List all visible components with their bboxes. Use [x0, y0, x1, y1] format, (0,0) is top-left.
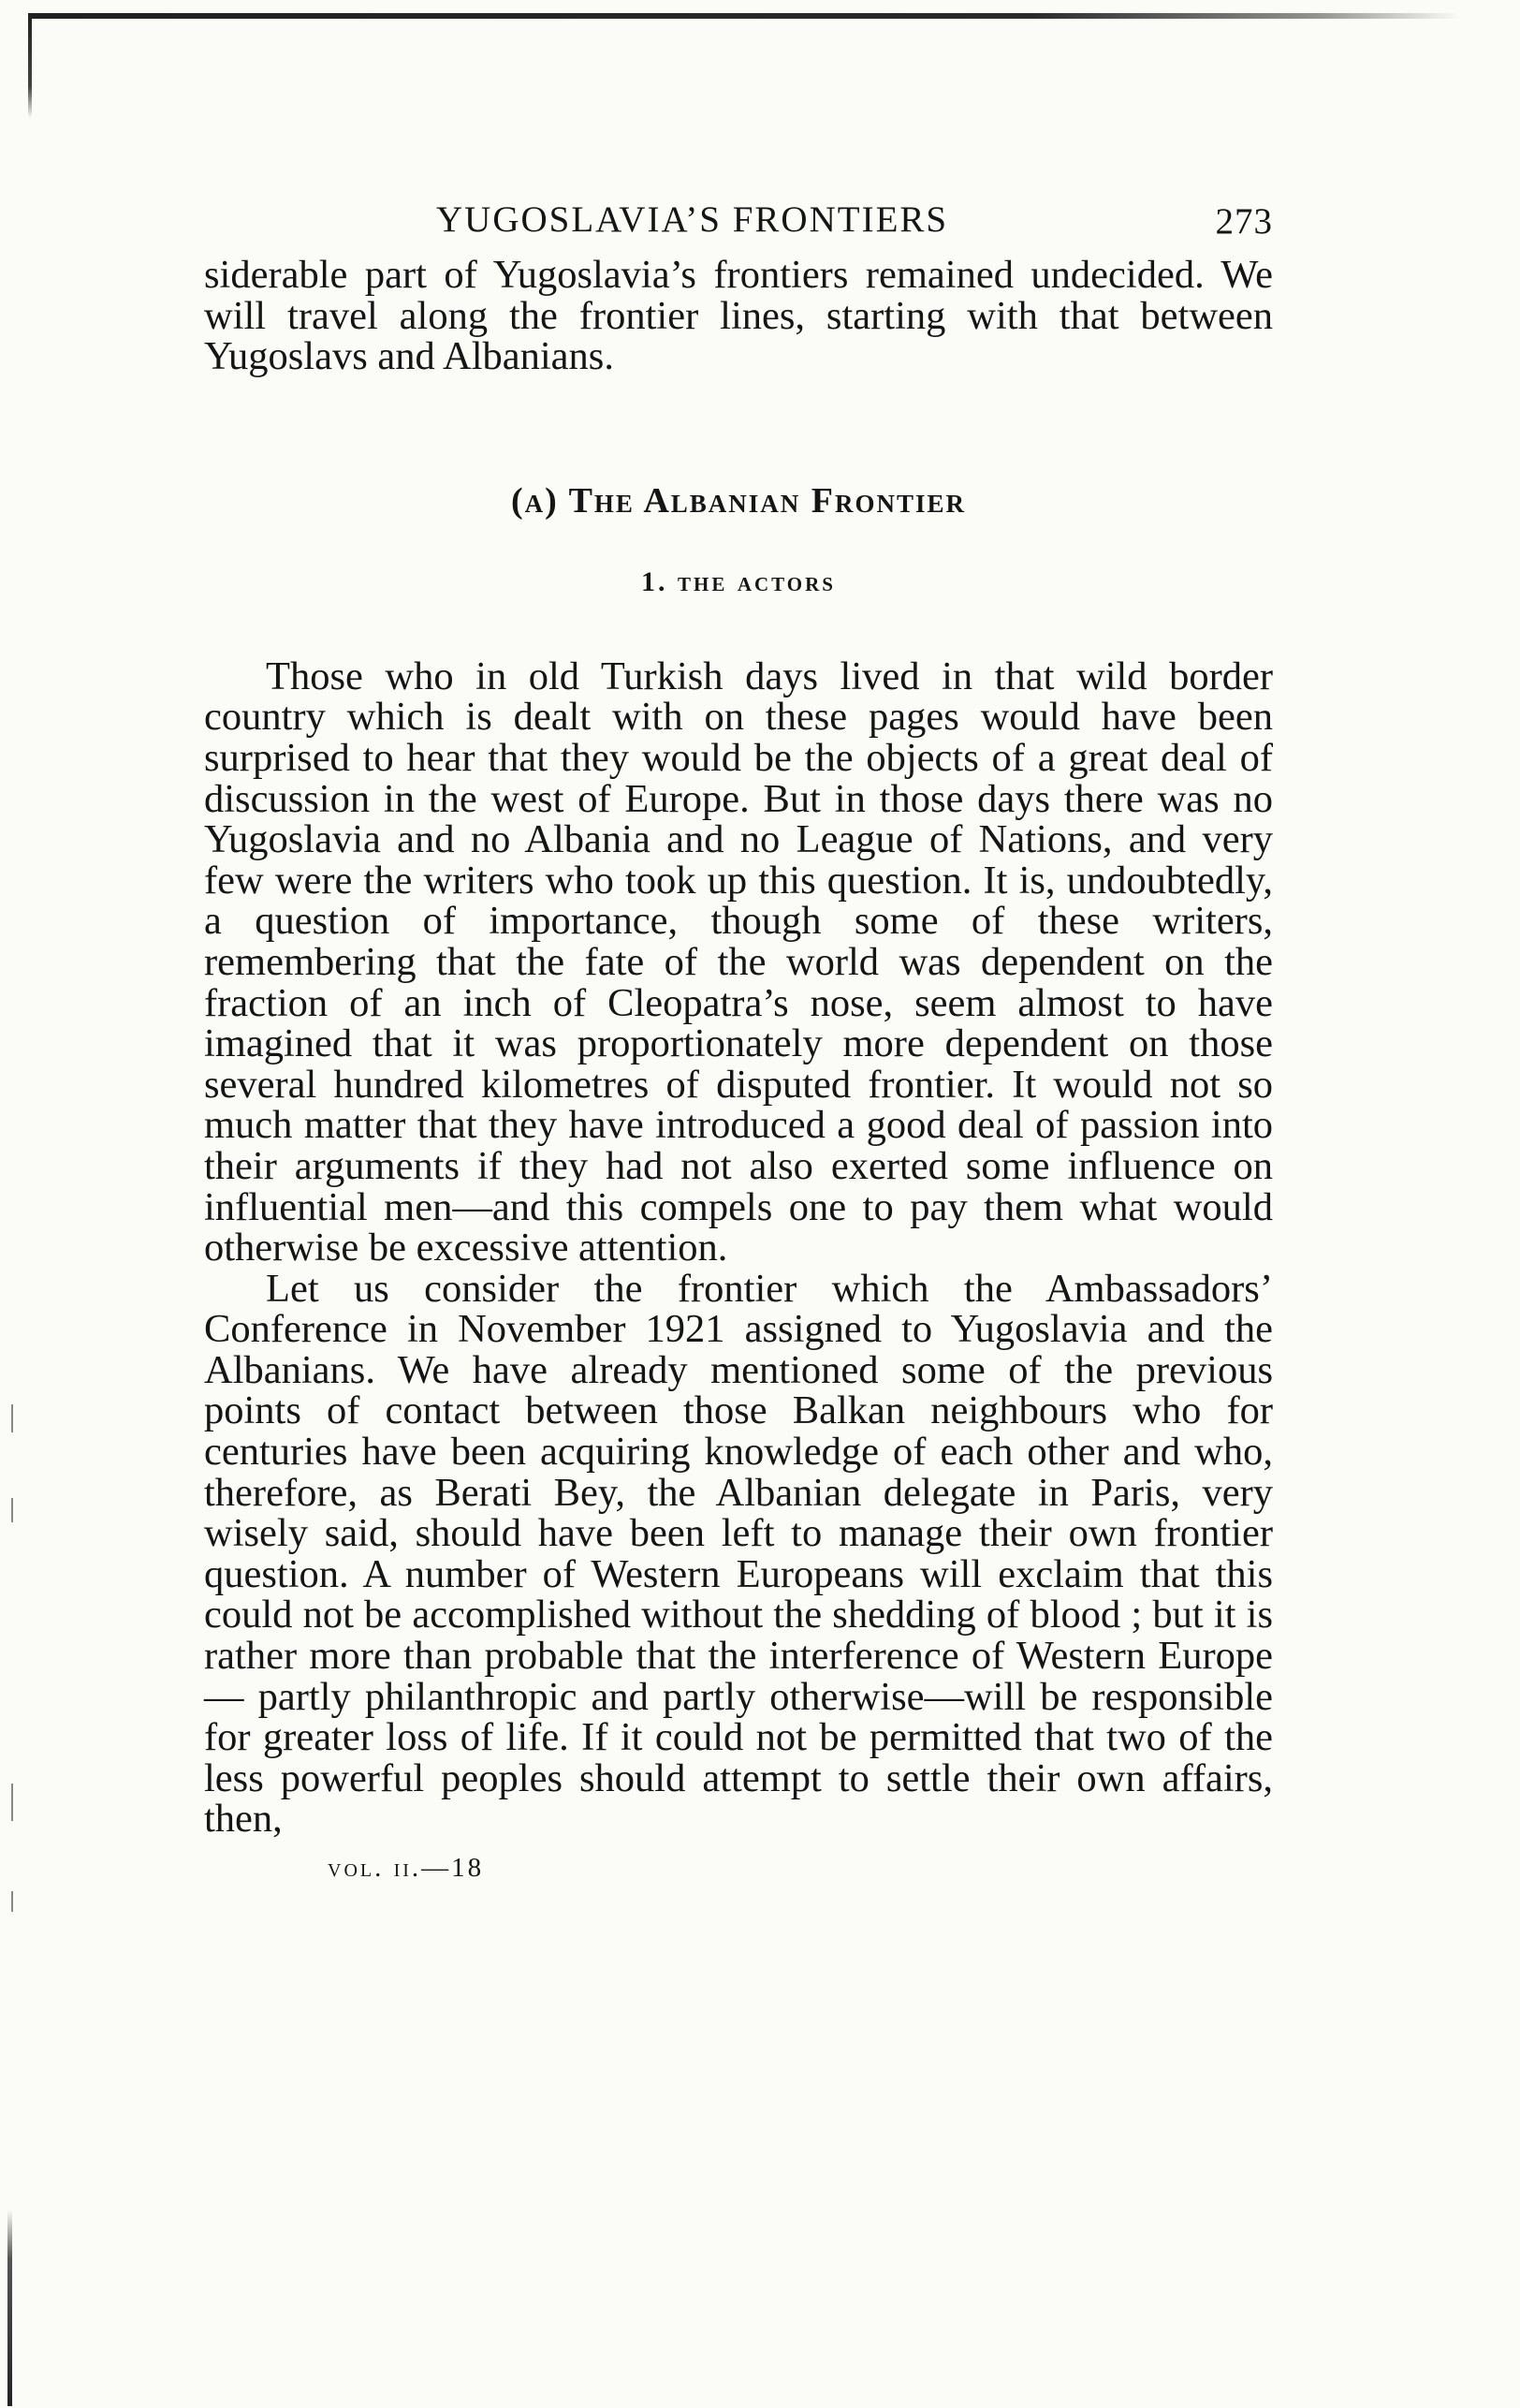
body-text: [204, 653, 1273, 1842]
section-title: (a) The Albanian Frontier: [510, 480, 967, 521]
page-number: 273: [1215, 201, 1273, 242]
paragraph: Let us consider the frontier which the Ambassadors’ Conference in November 1921 assigned to Yugoslavia and the Albanians. We have already mentioned some of the previous points of contact between those Balkan neighbours who for centuries have been acquiring knowledge of each other and who, therefore, as Berati Bey, the Albanian delegate in Paris, very wisely said, should have been left to manage their own frontier question. A number of Western Europeans will exclaim that this could not be accomplished without the shedding of blood ; but it is rather more than probable that the interference of Western Europe — partly philanthropic and partly otherwise—will be responsible for greater loss of life. If it could not be permitted that two of the less powerful peoples should attempt to settle their own affairs, then,: [204, 1266, 1273, 1842]
scan-speck: [11, 1498, 13, 1522]
opening-paragraph: siderable part of Yugoslavia’s frontiers remained undecided. We will travel along the frontier lines, starting with that between Yugoslavs and Albanians.: [204, 253, 1273, 379]
paragraph: Those who in old Turkish days lived in that wild border country which is dealt with on these pages would have been surprised to hear that they would be the objects of a great deal of discussion in the west of Europe. But in those days there was no Yugoslavia and no Albania and no League of Nations, and very few were the writers who took up this question. It is, undoubtedly, a question of importance, though some of these writers, remembering that the fate of the world was dependent on the fraction of an inch of Cleopatra’s nose, seem almost to have imagined that it was proportionately more dependent on those several hundred kilometres of disputed frontier. It would not so much matter that they have introduced a good deal of passion into their arguments if they had not also exerted some influence on influential men—and this compels one to pay them what would otherwise be excessive attention.: [204, 653, 1273, 1270]
scan-border-left-bottom: [7, 2210, 12, 2406]
scan-speck: [11, 1404, 13, 1432]
scan-border-top: [28, 13, 1460, 19]
running-head: [204, 198, 1273, 255]
running-head-title: YUGOSLAVIA’S FRONTIERS: [436, 199, 949, 240]
book-page: [204, 198, 1273, 1884]
signature-mark: vol. ii.—18: [328, 1853, 485, 1883]
subsection-title: 1. the actors: [641, 565, 836, 597]
scan-border-left: [28, 13, 32, 118]
scan-speck: [11, 1784, 13, 1821]
scan-speck: [11, 1891, 13, 1912]
